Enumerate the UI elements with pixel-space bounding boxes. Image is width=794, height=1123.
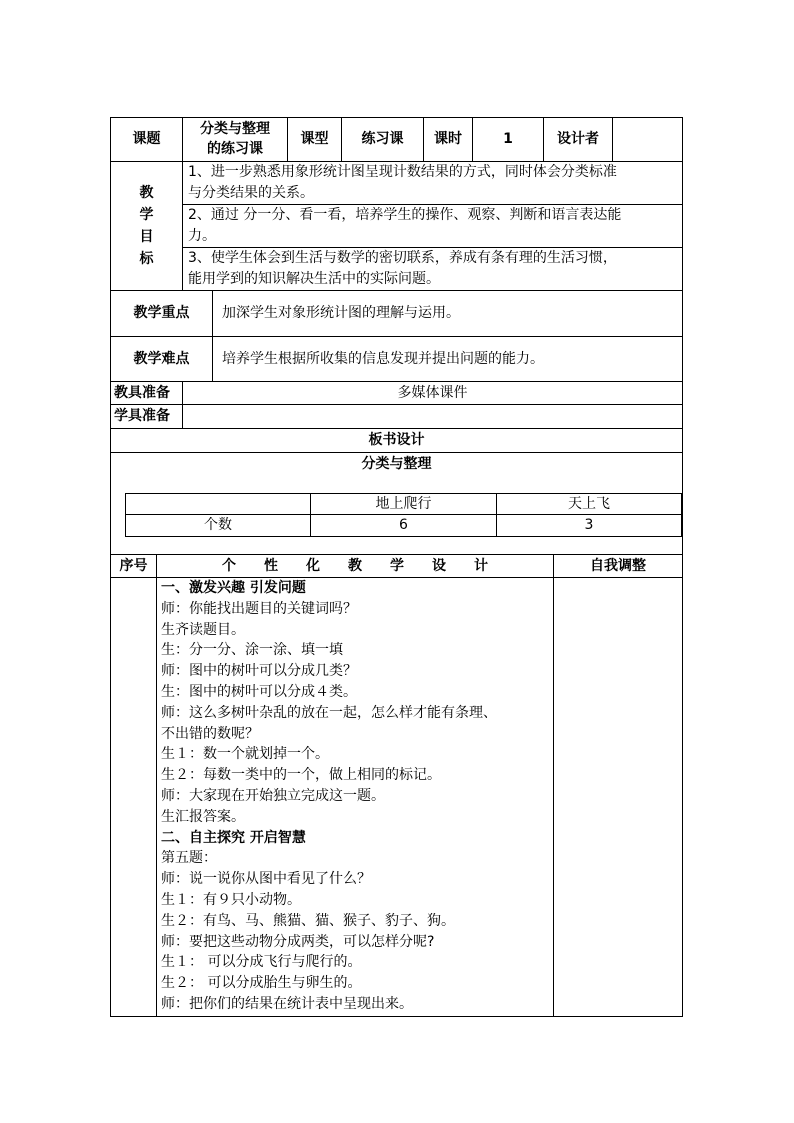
table-border-bottom: [110, 1016, 683, 1017]
stats-cell: 个数: [204, 517, 232, 533]
row-line: [110, 404, 683, 405]
design-content: [161, 578, 551, 1015]
row-line: [110, 117, 683, 118]
objectives-label-char: 目: [139, 229, 154, 245]
design-line: 生：分一分、涂一涂、填一填: [161, 642, 343, 659]
stats-col-line: [681, 493, 682, 536]
design-line: 不出错的数呢？: [161, 725, 259, 742]
row-line: [110, 381, 683, 382]
type-label: 课型: [300, 131, 329, 147]
design-line: 生１：数一个就划掉一个。: [161, 746, 329, 763]
objective-line: 1、进一步熟悉用象形统计图呈现计数结果的方式，同时体会分类标准: [188, 164, 617, 180]
design-col-design: 个性化教学设计: [222, 558, 516, 574]
design-line: 第五题：: [161, 850, 217, 867]
objectives-label-char: 标: [139, 251, 154, 267]
table-border-right: [682, 117, 683, 1017]
objective-line: 2、通过 分一分、看一看，培养学生的操作、观察、判断和语言表达能: [188, 207, 622, 223]
design-line: 生２：有鸟、马、熊猫、猫、猴子、豹子、狗。: [161, 912, 455, 929]
design-line: 师：这么多树叶杂乱的放在一起，怎么样才能有条理、: [161, 704, 497, 721]
objective-item-1: [188, 162, 617, 204]
stats-row-line: [125, 536, 682, 537]
col-line: [182, 161, 183, 290]
board-heading: 板书设计: [368, 432, 425, 448]
key-point-value: 加深学生对象形统计图的理解与运用。: [222, 305, 460, 321]
row-line: [110, 336, 683, 337]
design-line: 生１： 可以分成飞行与爬行的。: [161, 954, 362, 971]
teacher-prep-value: 多媒体课件: [397, 385, 468, 401]
design-line: 师：说一说你从图中看见了什么？: [161, 871, 371, 888]
design-line: 生齐读题目。: [161, 621, 245, 638]
objective-line: 3、使学生体会到生活与数学的密切联系，养成有条有理的生活习惯，: [188, 250, 617, 266]
period-label: 课时: [434, 131, 462, 147]
topic-label: 课题: [132, 131, 161, 147]
objectives-label: [111, 182, 182, 270]
design-line: 师：图中的树叶可以分成几类？: [161, 663, 357, 680]
design-line: 师：大家现在开始独立完成这一题。: [161, 787, 385, 804]
difficulty-label: 教学难点: [133, 351, 190, 367]
designer-label: 设计者: [557, 131, 599, 147]
row-line: [110, 290, 683, 291]
design-col-adjust: 自我调整: [590, 558, 646, 574]
design-line: 师：要把这些动物分成两类，可以怎样分呢?: [161, 933, 435, 950]
objective-item-2: [188, 205, 621, 247]
teacher-prep-label: 教具准备: [114, 385, 170, 401]
design-section-heading: 二、自主探究 开启智慧: [161, 829, 306, 846]
key-point-label: 教学重点: [133, 305, 190, 321]
stats-header-cell: 地上爬行: [375, 496, 432, 512]
design-line: 生２：每数一类中的一个，做上相同的标记。: [161, 767, 441, 784]
objective-line: 能用学到的知识解决生活中的实际问题。: [188, 271, 440, 287]
design-line: 生：图中的树叶可以分成４类。: [161, 683, 357, 700]
period-value: 1: [503, 131, 513, 147]
objective-line: 与分类结果的关系。: [188, 185, 314, 201]
design-col-seq: 序号: [119, 558, 148, 574]
topic-value-line-1: 分类与整理: [200, 121, 270, 137]
difficulty-value: 培养学生根据所收集的信息发现并提出问题的能力。: [222, 351, 544, 367]
col-line: [212, 290, 213, 381]
design-section-heading: 一、激发兴趣 引发问题: [161, 580, 306, 596]
design-line: 师：你能找出题目的关键词吗？: [161, 600, 357, 617]
col-line: [553, 554, 554, 1016]
objective-item-3: [188, 248, 617, 290]
board-title: 分类与整理: [361, 456, 432, 472]
type-value: 练习课: [361, 131, 404, 147]
design-line: 生１：有９只小动物。: [161, 891, 301, 908]
topic-value-line-2: 的练习课: [207, 141, 263, 157]
stats-cell: 3: [584, 517, 594, 533]
row-line: [110, 554, 683, 555]
objectives-label-char: 教: [139, 185, 154, 201]
objectives-label-char: 学: [139, 207, 154, 223]
col-line: [612, 117, 613, 161]
design-line: 生２： 可以分成胎生与卵生的。: [161, 975, 362, 992]
row-line: [110, 452, 683, 453]
design-line: 师：把你们的结果在统计表中呈现出来。: [161, 995, 413, 1012]
col-line: [156, 554, 157, 1016]
student-prep-label: 学具准备: [114, 408, 170, 424]
stats-header-cell: 天上飞: [568, 496, 610, 512]
objective-line: 力。: [188, 228, 216, 244]
design-line: 生汇报答案。: [161, 808, 245, 825]
row-line: [110, 428, 683, 429]
stats-cell: 6: [399, 517, 408, 533]
